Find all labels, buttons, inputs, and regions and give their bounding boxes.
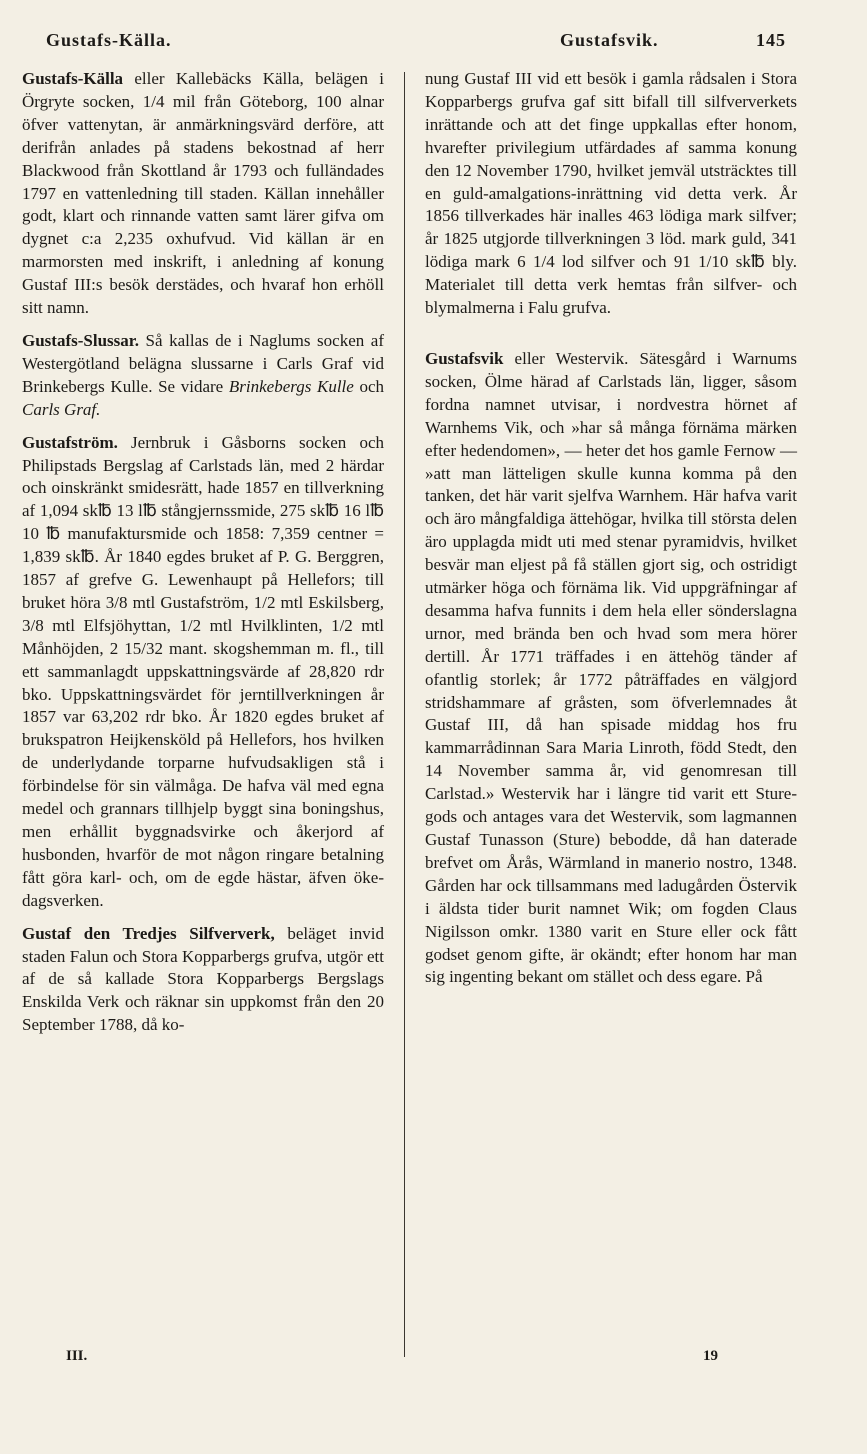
headword: Gustafs-Slussar. bbox=[22, 330, 139, 350]
running-head-left: Gustafs-Källa. bbox=[46, 30, 172, 50]
entry-text: Så kallas de i Naglums socken af Westergötland belägna slussarne i Carls Graf vid Brinkebergs Kulle. Se vidare bbox=[22, 330, 384, 396]
entry-text: beläget invid staden Falun och Stora Kopparbergs grufva, utgör ett af de så kallade Stora Kopparbergs Bergslags Enskilda Verk och räknar sin uppkomst från den 20 September 1788, då ko- bbox=[22, 923, 384, 1035]
cross-reference: Carls Graf. bbox=[22, 399, 101, 419]
cross-reference: Brinkebergs Kulle bbox=[228, 376, 354, 396]
entry-gustafs-slussar bbox=[22, 330, 384, 422]
headword: Gustaf den Tredjes Silfververk, bbox=[22, 923, 275, 943]
right-column bbox=[425, 68, 797, 989]
left-column bbox=[22, 68, 384, 1037]
entry-text: nung Gustaf III vid ett besök i gamla rådsalen i Stora Kopparbergs grufva gaf sitt bifall till silfververkets inrättande och att det finge uppkallas efter honom, hvarefter privilegium utfärdades af samma konung den 12 November 1790, hvilket jemväl utsträcktes till en guld-amalgations-inrättning vid detta verk. År 1856 tillverkades här inalles 463 lödiga mark silfver; år 1825 utgjorde tillverkningen 3 löd. mark guld, 341 lödiga mark 6 1/4 lod silfver och 91 1/10 sk℔ bly. Materialet till detta verk hemtas från silfver- och blymalmerna i Falu grufva. bbox=[425, 69, 797, 318]
column-divider bbox=[404, 72, 405, 1357]
entry-gustafsvik bbox=[425, 348, 797, 989]
entry-silfververk-continued bbox=[425, 68, 797, 320]
entry-text: eller Kallebäcks Källa, belägen i Örgryte socken, 1/4 mil från Göteborg, 100 alnar öfver vattenytan, är anmärkningsvärd derföre, att derifrån anlades på stadens bekostnad af herr Blackwood från Skottland år 1793 och fulländades 1797 en vattenledning till staden. Källan innehåller godt, klart och rinnande vatten samt lärer gifva om dygnet c:a 2,235 oxhufvud. Vid källan är en marmorsten med inskrift, i anledning af konung Gustaf III:s besök derstädes, och hvaraf hon erhöll sitt namn. bbox=[22, 69, 384, 318]
page-number: 145 bbox=[756, 30, 786, 50]
entry-gustafstrom bbox=[22, 432, 384, 913]
entry-silfververk bbox=[22, 923, 384, 1038]
headword: Gustafs-Källa bbox=[22, 69, 124, 88]
running-head-right: Gustafsvik. bbox=[560, 30, 659, 50]
headword: Gustafström. bbox=[22, 432, 118, 452]
entry-gustafs-kalla bbox=[22, 68, 384, 320]
entry-text: eller Westervik. Sätesgård i Warnums socken, Ölme härad af Carlstads län, ligger, såsom fordna namnet utvisar, i nordvestra hörnet af Warnhems Vik, och »har så många förnäma märken efter hedendomen», — heter det hos gamle Fernow — »att man lätteligen skulle kunna komma på den tanken, det här varit sjelfva Warnhem. Här hafva varit och äro mångfaldiga ättehögar, hvilka till största delen äro upplagda midt uti med stenar pyramidvis, hvilket besvär man eljest på få ställen gjort sig, och ostridigt utmärker höga och förnäma lik. Vid uppgräfningar af desamma hafva funnits i dem hela eller sönderslagna urnor, med brända ben och hvad som mera hörer dertill. År 1771 träffades i en ättehög tänder af ofantlig storlek; år 1772 påträffades en välgjord stridshammare af gråsten, som öfverlemnades åt Gustaf III, då han spisade middag hos fru kammarrådinnan Sara Maria Linroth, född Stedt, den 14 November samma år, vid genomresan till Carlstad.» Westervik har i längre tid varit ett Sture-gods och antages vara det Westervik, som lagmannen Gustaf Tunasson (Sture) bebodde, då han daterade brefvet om Årås, Wärmland in manerio nostro, 1348. Gården har ock tillsammans med ladugården Östervik i äldsta tider burit namnet Wik; om fogden Claus Nigilsson omkr. 1380 varit en Sture eller ock fått godset genom gifte, är okändt; efter honom har man sig ingenting bekant om stället och dess egare. På bbox=[425, 348, 797, 987]
entry-text: och bbox=[353, 376, 385, 396]
signature-number: 19 bbox=[703, 1348, 718, 1364]
signature-mark: III. bbox=[66, 1348, 88, 1364]
headword: Gustafsvik bbox=[425, 348, 504, 368]
entry-text: Jernbruk i Gåsborns socken och Philipstads Bergslag af Carlstads län, med 2 härdar och oinskränkt smidesrätt, hade 1857 en tillverkning af 1,094 sk℔ 13 l℔ stångjernssmide, 275 sk℔ 16 l℔ 10 ℔ manufaktursmide och 1858: 7,359 centner = 1,839 sk℔. År 1840 egdes bruket af P. G. Berggren, 1857 af grefve G. Lewenhaupt på Hellefors; till bruket höra 3/8 mtl Gustafström, 1/2 mtl Eskilsberg, 3/8 mtl Elfsjöhyttan, 1/2 mtl Hvilklinten, 1/2 mtl Månhöjden, 2 15/32 mant. skogshemman m. fl., till ett sammanlagdt uppskattningsvärde af 28,820 rdr bko. Uppskattningsvärdet för jerntillverkningen år 1857 var 63,202 rdr bko. År 1820 egdes bruket af brukspatron Heijkensköld på Hellefors, hos hvilken de underlydande torparne hufvudsakligen stå i förbindelse för sin välmåga. De hafva väl med egna medel och grannars tillhjelp byggt sina boningshus, men erhållit byggnadsvirke och åkerjord af husbonden, hvarför de mot någon ringare betalning fått göra karl- och, om de egde hästar, äfven öke-dagsverken. bbox=[22, 432, 384, 910]
